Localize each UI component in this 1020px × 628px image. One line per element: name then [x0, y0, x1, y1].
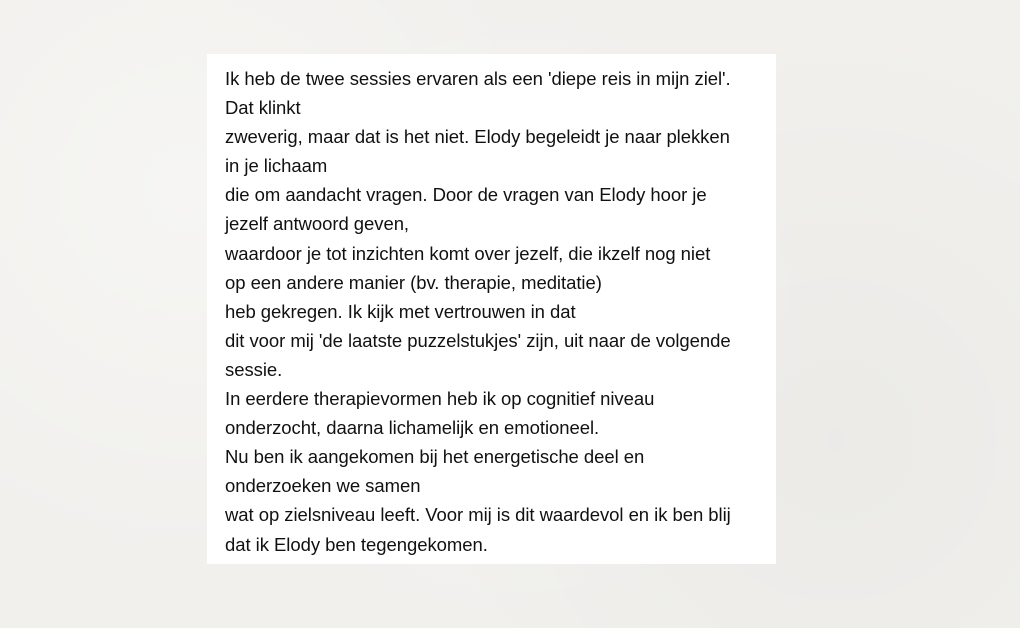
testimonial-line-4: in je lichaam — [225, 155, 328, 177]
testimonial-line-7: waardoor je tot inzichten komt over jezelf, die ikzelf nog niet — [225, 242, 711, 264]
testimonial-line-8: op een andere manier (bv. therapie, meditatie) — [225, 271, 602, 293]
testimonial-line-17: dat ik Elody ben tegengekomen. — [225, 533, 488, 555]
testimonial-line-12: In eerdere therapievormen heb ik op cognitief niveau — [225, 388, 655, 410]
testimonial-line-3: zweverig, maar dat is het niet. Elody begeleidt je naar plekken — [225, 126, 730, 148]
testimonial-line-6: jezelf antwoord geven, — [225, 213, 410, 235]
testimonial-line-1: Ik heb de twee sessies ervaren als een 'diepe reis in mijn ziel'. — [225, 68, 731, 89]
testimonial-line-5: die om aandacht vragen. Door de vragen van Elody hoor je — [225, 184, 707, 206]
testimonial-line-16: wat op zielsniveau leeft. Voor mij is dit waardevol en ik ben blij — [225, 504, 731, 526]
testimonial-card — [207, 54, 776, 564]
testimonial-line-14: Nu ben ik aangekomen bij het energetische deel en — [225, 446, 645, 468]
testimonial-line-2: Dat klinkt — [225, 97, 301, 119]
testimonial-line-15: onderzoeken we samen — [225, 475, 421, 497]
testimonial-line-13: onderzocht, daarna lichamelijk en emotioneel. — [225, 417, 600, 439]
testimonial-line-11: sessie. — [225, 358, 283, 380]
testimonial-line-10: dit voor mij 'de laatste puzzelstukjes' zijn, uit naar de volgende — [225, 329, 731, 351]
testimonial-line-9: heb gekregen. Ik kijk met vertrouwen in dat — [225, 300, 576, 322]
